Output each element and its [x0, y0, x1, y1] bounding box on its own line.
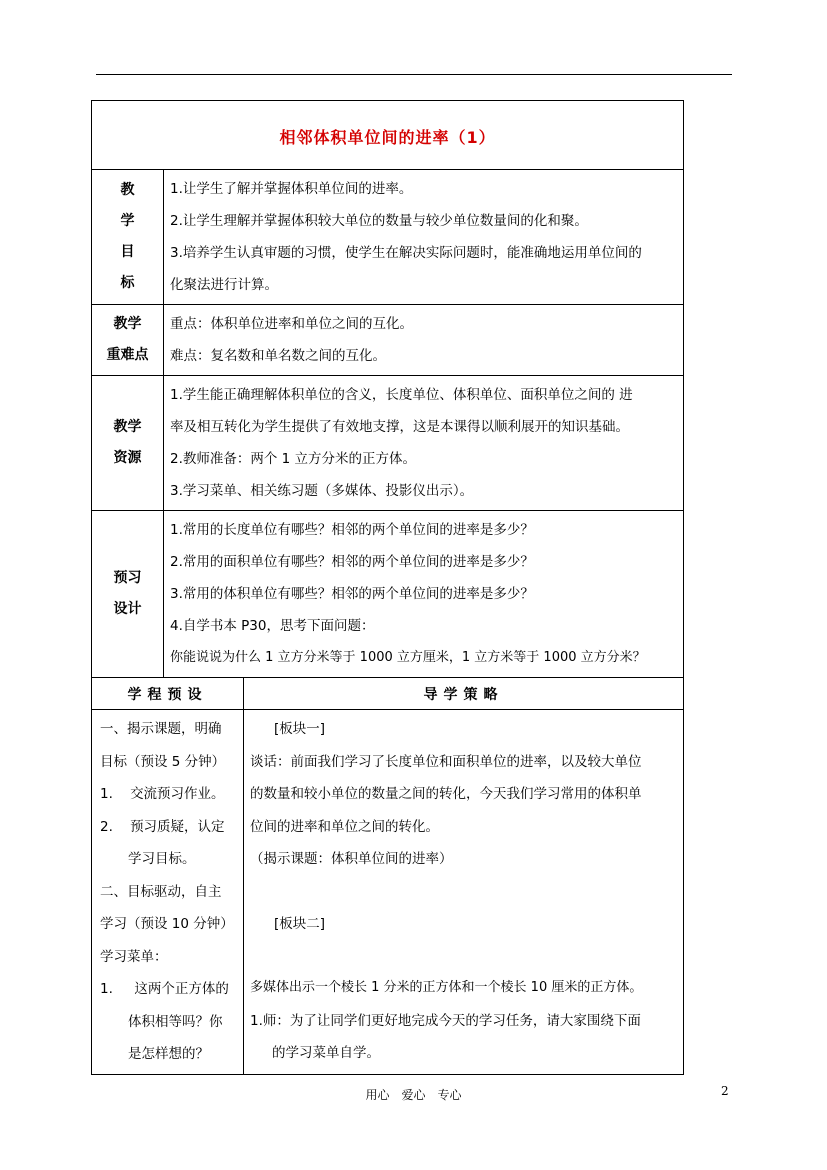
- page-title: 相邻体积单位间的进率（1）: [279, 127, 496, 147]
- process-header: 学程预设: [92, 678, 244, 710]
- process-column: [92, 710, 244, 1075]
- key-points-content: [164, 305, 684, 376]
- resource-line: 1.学生能正确理解体积单位的含义，长度单位、体积单位、面积单位之间的 进: [170, 387, 633, 403]
- strategy-column: [244, 710, 684, 1075]
- label-char: 教: [120, 182, 135, 198]
- strategy-line: （揭示课题：体积单位间的进率）: [250, 851, 453, 867]
- process-line: 学习（预设 10 分钟）: [100, 916, 234, 932]
- item-number: 1.: [100, 981, 113, 997]
- process-line: 目标（预设 5 分钟）: [100, 753, 226, 770]
- preview-content: [164, 511, 684, 678]
- item-text: 这两个正方体的: [134, 981, 229, 997]
- preview-line: 你能说说为什么 1 立方分米等于 1000 立方厘米，1 立方米等于 1000 立方分米？: [170, 650, 646, 665]
- preview-line: 3.常用的体积单位有哪些？相邻的两个单位间的进率是多少？: [170, 586, 534, 602]
- label-text: 重难点: [106, 347, 149, 363]
- item-text: 预习质疑，认定: [130, 818, 225, 835]
- item-number: 1.: [100, 786, 113, 802]
- spacer: [250, 876, 677, 908]
- resource-line: 3.学习菜单、相关练习题（多媒体、投影仪出示）。: [170, 483, 474, 499]
- strategy-line: 谈话：前面我们学习了长度单位和面积单位的进率，以及较大单位: [250, 753, 642, 770]
- strategy-line: 位间的进率和单位之间的转化。: [250, 818, 439, 835]
- resources-content: [164, 376, 684, 511]
- label-text: 教学: [113, 316, 142, 332]
- footer-motto: 用心 爱心 专心: [365, 1088, 462, 1102]
- page-number: 2: [721, 1084, 729, 1098]
- item-text: 交流预习作业。: [130, 786, 225, 802]
- strategy-line: 的学习菜单自学。: [272, 1045, 380, 1061]
- process-item: [100, 778, 239, 811]
- spacer: [250, 940, 677, 972]
- preview-line: 1.常用的长度单位有哪些？相邻的两个单位间的进率是多少？: [170, 522, 534, 538]
- objective-line: 化聚法进行计算。: [170, 277, 278, 293]
- objective-line: 1.让学生了解并掌握体积单位间的进率。: [170, 181, 413, 197]
- strategy-line: 1.师：为了让同学们更好地完成今天的学习任务，请大家围绕下面: [250, 1012, 641, 1029]
- label-text: 预习: [113, 570, 142, 586]
- preview-line: 2.常用的面积单位有哪些？相邻的两个单位间的进率是多少？: [170, 554, 534, 570]
- label-text: 设计: [113, 601, 142, 617]
- label-char: 目: [120, 244, 135, 260]
- title-cell: [92, 101, 684, 170]
- preview-line: 4.自学书本 P30，思考下面问题：: [170, 618, 375, 634]
- objectives-content: [164, 170, 684, 305]
- block-title: [板块二]: [274, 915, 326, 932]
- label-char: 标: [120, 275, 135, 291]
- row-label-objectives: [92, 170, 164, 305]
- process-line: 是怎样想的？: [128, 1046, 209, 1062]
- header-rule: [96, 74, 732, 75]
- objective-line: 2.让学生理解并掌握体积较大单位的数量与较少单位数量间的化和聚。: [170, 213, 588, 229]
- resource-line: 率及相互转化为学生提供了有效地支撑，这是本课得以顺利展开的知识基础。: [170, 419, 629, 435]
- process-item: [100, 811, 239, 844]
- key-point-line: 难点：复名数和单名数之间的互化。: [170, 348, 386, 364]
- process-line: 学习菜单：: [100, 948, 168, 965]
- row-label-key-points: [92, 305, 164, 376]
- process-line: 二、目标驱动，自主: [100, 883, 222, 900]
- strategy-line: 多媒体出示一个棱长 1 分米的正方体和一个棱长 10 厘米的正方体。: [250, 980, 643, 995]
- key-point-line: 重点：体积单位进率和单位之间的互化。: [170, 316, 413, 332]
- lesson-plan-table: [91, 100, 684, 1075]
- row-label-resources: [92, 376, 164, 511]
- process-line: 学习目标。: [128, 851, 196, 867]
- strategy-line: 的数量和较小单位的数量之间的转化，今天我们学习常用的体积单: [250, 786, 642, 802]
- block-title: [板块一]: [274, 721, 326, 737]
- label-text: 教学: [113, 419, 142, 435]
- strategy-header: 导学策略: [244, 678, 684, 710]
- objective-line: 3.培养学生认真审题的习惯，使学生在解决实际问题时，能准确地运用单位间的: [170, 245, 642, 261]
- process-item: [100, 973, 239, 1006]
- process-line: 一、揭示课题，明确: [100, 721, 222, 737]
- row-label-preview: [92, 511, 164, 678]
- label-text: 资源: [113, 450, 142, 466]
- item-number: 2.: [100, 818, 113, 835]
- resource-line: 2.教师准备：两个 1 立方分米的正方体。: [170, 451, 417, 467]
- label-char: 学: [120, 213, 135, 229]
- process-line: 体积相等吗？你: [128, 1013, 223, 1030]
